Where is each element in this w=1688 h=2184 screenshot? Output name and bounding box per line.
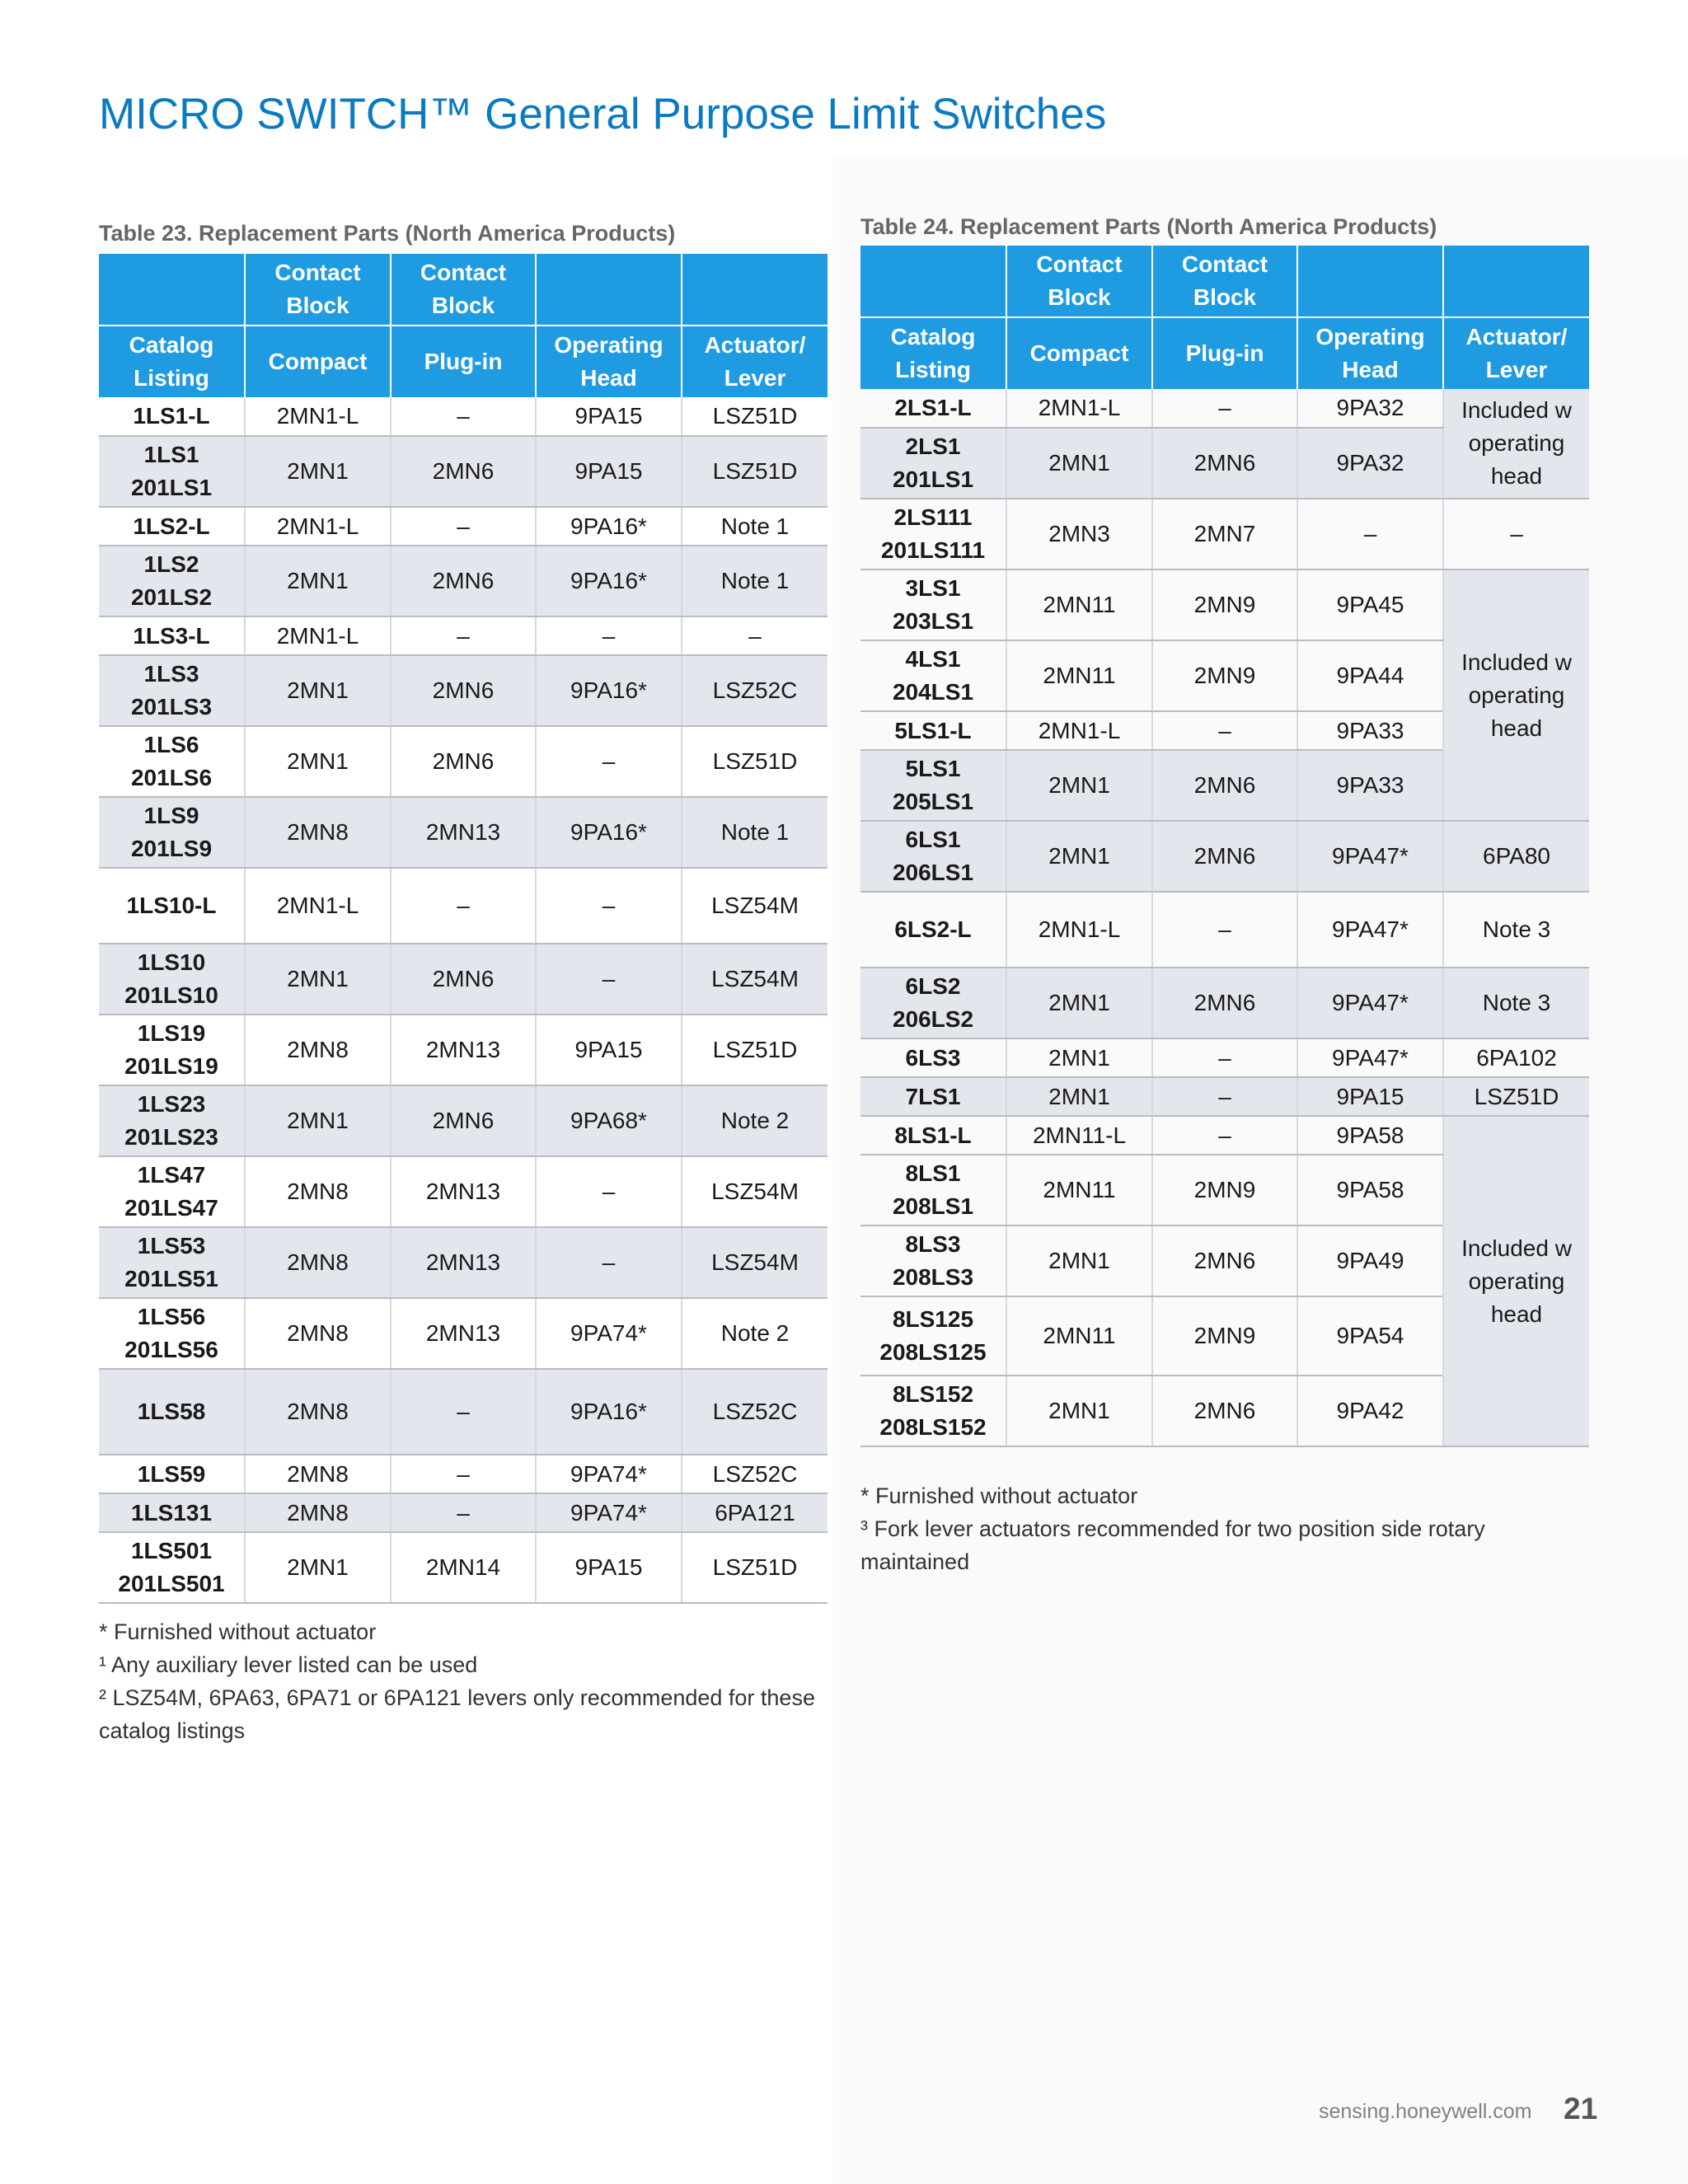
table24-actuator-lever-cell: – — [1443, 499, 1589, 569]
table24-operating-head-cell: 9PA49 — [1297, 1226, 1443, 1296]
table23-plug-in-cell: – — [391, 1455, 536, 1493]
table-row — [860, 892, 1589, 968]
table24-plug-in-cell: 2MN6 — [1152, 821, 1297, 892]
table23-compact-cell: 2MN8 — [245, 1227, 391, 1298]
table23-plug-in-cell: 2MN6 — [391, 1085, 536, 1156]
table23-compact-cell: 2MN8 — [245, 1015, 391, 1085]
table24-plug-in-cell: – — [1152, 892, 1297, 968]
table-row — [99, 797, 828, 868]
table23-compact-cell: 2MN8 — [245, 1298, 391, 1369]
table24-operating-head-cell: 9PA54 — [1297, 1296, 1443, 1376]
table23-header-contact-block-compact: Contact Block — [245, 254, 391, 326]
table24-actuator-lever-cell: LSZ51D — [1443, 1077, 1589, 1116]
table23-operating-head-cell: – — [536, 616, 682, 655]
table-row — [860, 499, 1589, 569]
table23-actuator-lever-cell: LSZ54M — [682, 1227, 828, 1298]
table23-plug-in-cell: 2MN13 — [391, 1015, 536, 1085]
table23-operating-head-cell: – — [536, 1227, 682, 1298]
table23-catalog-listing-cell: 1LS1 201LS1 — [99, 436, 245, 507]
table23-catalog-listing-cell: 1LS10-L — [99, 868, 245, 944]
table24-catalog-listing-cell: 2LS1-L — [860, 389, 1006, 428]
table24-actuator-lever-cell: 6PA80 — [1443, 821, 1589, 892]
table24-caption: Table 24. Replacement Parts (North America Products) — [860, 214, 1437, 239]
table23-actuator-lever-cell: LSZ51D — [682, 726, 828, 797]
table23-plug-in-cell: 2MN13 — [391, 1156, 536, 1227]
table-row — [99, 436, 828, 507]
table24-catalog-listing-cell: 6LS2 206LS2 — [860, 968, 1006, 1038]
table24-operating-head-cell: 9PA15 — [1297, 1077, 1443, 1116]
table23-header-contact-block-plugin: Contact Block — [391, 254, 536, 326]
table-row — [99, 1085, 828, 1156]
table24-actuator-lever-merged-cell: Included w operating head — [1443, 389, 1589, 499]
table24-operating-head-cell: 9PA47* — [1297, 821, 1443, 892]
table24-header-blank — [1443, 246, 1589, 317]
table23-header-catalog-listing: Catalog Listing — [99, 326, 245, 397]
table23-compact-cell: 2MN8 — [245, 1455, 391, 1493]
table23-caption: Table 23. Replacement Parts (North America Products) — [99, 221, 676, 246]
table23-plug-in-cell: 2MN6 — [391, 726, 536, 797]
table23-catalog-listing-cell: 1LS23 201LS23 — [99, 1085, 245, 1156]
table24-operating-head-cell: 9PA33 — [1297, 711, 1443, 750]
table23-plug-in-cell: 2MN13 — [391, 797, 536, 868]
table24-plug-in-cell: 2MN9 — [1152, 640, 1297, 711]
table23-header-plug-in: Plug-in — [391, 326, 536, 397]
table23-compact-cell: 2MN1-L — [245, 616, 391, 655]
table24-plug-in-cell: 2MN6 — [1152, 1376, 1297, 1446]
table-row — [860, 1038, 1589, 1077]
table23-actuator-lever-cell: Note 2 — [682, 1085, 828, 1156]
table24-header-actuator-lever: Actuator/ Lever — [1443, 317, 1589, 389]
table-row — [99, 1493, 828, 1532]
table24-compact-cell: 2MN1 — [1006, 1226, 1152, 1296]
table23-actuator-lever-cell: Note 1 — [682, 546, 828, 616]
table23-actuator-lever-cell: LSZ52C — [682, 1369, 828, 1455]
table24-catalog-listing-cell: 6LS3 — [860, 1038, 1006, 1077]
table24-actuator-lever-cell: Note 3 — [1443, 968, 1589, 1038]
table23-actuator-lever-cell: Note 1 — [682, 797, 828, 868]
table24-header-operating-head: Operating Head — [1297, 317, 1443, 389]
table24-plug-in-cell: – — [1152, 1038, 1297, 1077]
table-row — [99, 546, 828, 616]
table24-catalog-listing-cell: 4LS1 204LS1 — [860, 640, 1006, 711]
table24-header-compact: Compact — [1006, 317, 1152, 389]
table23-operating-head-cell: 9PA74* — [536, 1298, 682, 1369]
table23-operating-head-cell: 9PA16* — [536, 655, 682, 726]
table24-catalog-listing-cell: 5LS1 205LS1 — [860, 750, 1006, 821]
table24-operating-head-cell: 9PA58 — [1297, 1116, 1443, 1155]
table23-plug-in-cell: 2MN14 — [391, 1532, 536, 1603]
table23-compact-cell: 2MN1-L — [245, 397, 391, 436]
table-row — [99, 507, 828, 546]
table24-plug-in-cell: – — [1152, 1116, 1297, 1155]
table24-compact-cell: 2MN1-L — [1006, 389, 1152, 428]
table23-operating-head-cell: 9PA74* — [536, 1455, 682, 1493]
table23-plug-in-cell: – — [391, 616, 536, 655]
table23-header-actuator-lever: Actuator/ Lever — [682, 326, 828, 397]
table23-compact-cell: 2MN1-L — [245, 868, 391, 944]
table23-operating-head-cell: 9PA68* — [536, 1085, 682, 1156]
table23-plug-in-cell: 2MN13 — [391, 1227, 536, 1298]
table23-plug-in-cell: 2MN6 — [391, 944, 536, 1015]
table-row — [99, 868, 828, 944]
table24-compact-cell: 2MN1 — [1006, 1038, 1152, 1077]
table-row — [99, 616, 828, 655]
table24-operating-head-cell: 9PA32 — [1297, 428, 1443, 499]
table23-notes — [99, 1615, 824, 1747]
table24-header-catalog-listing: Catalog Listing — [860, 317, 1006, 389]
table24-plug-in-cell: – — [1152, 711, 1297, 750]
table23-catalog-listing-cell: 1LS53 201LS51 — [99, 1227, 245, 1298]
table-row — [99, 944, 828, 1015]
table-row — [99, 1532, 828, 1603]
table24-compact-cell: 2MN1 — [1006, 821, 1152, 892]
table23-catalog-listing-cell: 1LS131 — [99, 1493, 245, 1532]
table24-compact-cell: 2MN11-L — [1006, 1116, 1152, 1155]
table24-plug-in-cell: 2MN6 — [1152, 750, 1297, 821]
table23-note: * Furnished without actuator — [99, 1619, 377, 1644]
table23-operating-head-cell: 9PA15 — [536, 436, 682, 507]
table23-note: ² LSZ54M, 6PA63, 6PA71 or 6PA121 levers only recommended for these catalog listings — [99, 1685, 815, 1743]
table24-plug-in-cell: 2MN9 — [1152, 569, 1297, 640]
table-row — [860, 569, 1589, 640]
table23-plug-in-cell: – — [391, 507, 536, 546]
table24-plug-in-cell: 2MN9 — [1152, 1155, 1297, 1226]
table23-plug-in-cell: – — [391, 1493, 536, 1532]
table24-catalog-listing-cell: 8LS1-L — [860, 1116, 1006, 1155]
table23-catalog-listing-cell: 1LS19 201LS19 — [99, 1015, 245, 1085]
table24 — [860, 246, 1589, 1447]
table23-catalog-listing-cell: 1LS3-L — [99, 616, 245, 655]
table24-plug-in-cell: 2MN7 — [1152, 499, 1297, 569]
table24-compact-cell: 2MN1-L — [1006, 892, 1152, 968]
table23-compact-cell: 2MN1 — [245, 655, 391, 726]
table23-catalog-listing-cell: 1LS59 — [99, 1455, 245, 1493]
table23-plug-in-cell: 2MN13 — [391, 1298, 536, 1369]
table23-catalog-listing-cell: 1LS47 201LS47 — [99, 1156, 245, 1227]
page-title: MICRO SWITCH™ General Purpose Limit Switches — [99, 90, 1107, 138]
table24-operating-head-cell: – — [1297, 499, 1443, 569]
table-row — [860, 1077, 1589, 1116]
table23-plug-in-cell: – — [391, 397, 536, 436]
table23-operating-head-cell: 9PA16* — [536, 507, 682, 546]
table24-plug-in-cell: 2MN6 — [1152, 1226, 1297, 1296]
table23-actuator-lever-cell: Note 2 — [682, 1298, 828, 1369]
table24-compact-cell: 2MN11 — [1006, 569, 1152, 640]
table24-plug-in-cell: – — [1152, 389, 1297, 428]
table24-catalog-listing-cell: 2LS1 201LS1 — [860, 428, 1006, 499]
table24-operating-head-cell: 9PA58 — [1297, 1155, 1443, 1226]
table-row — [860, 968, 1589, 1038]
table23-catalog-listing-cell: 1LS9 201LS9 — [99, 797, 245, 868]
table-row — [99, 726, 828, 797]
table23-actuator-lever-cell: LSZ54M — [682, 1156, 828, 1227]
table23 — [99, 254, 828, 1604]
table23-catalog-listing-cell: 1LS501 201LS501 — [99, 1532, 245, 1603]
table24-catalog-listing-cell: 5LS1-L — [860, 711, 1006, 750]
table23-compact-cell: 2MN1 — [245, 726, 391, 797]
table23-compact-cell: 2MN1 — [245, 1532, 391, 1603]
table24-compact-cell: 2MN1 — [1006, 428, 1152, 499]
table24-operating-head-cell: 9PA42 — [1297, 1376, 1443, 1446]
table-row — [860, 1116, 1589, 1155]
table24-catalog-listing-cell: 6LS2-L — [860, 892, 1006, 968]
table24-plug-in-cell: 2MN9 — [1152, 1296, 1297, 1376]
table-row — [99, 1227, 828, 1298]
table23-compact-cell: 2MN1 — [245, 436, 391, 507]
table23-operating-head-cell: 9PA15 — [536, 397, 682, 436]
table-row — [99, 1156, 828, 1227]
table23-catalog-listing-cell: 1LS2 201LS2 — [99, 546, 245, 616]
table23-operating-head-cell: 9PA15 — [536, 1532, 682, 1603]
table23-operating-head-cell: – — [536, 1156, 682, 1227]
table24-actuator-lever-cell: Note 3 — [1443, 892, 1589, 968]
table24-compact-cell: 2MN1-L — [1006, 711, 1152, 750]
table-row — [99, 397, 828, 436]
table23-catalog-listing-cell: 1LS6 201LS6 — [99, 726, 245, 797]
table23-compact-cell: 2MN8 — [245, 1493, 391, 1532]
table23-catalog-listing-cell: 1LS3 201LS3 — [99, 655, 245, 726]
table24-catalog-listing-cell: 8LS125 208LS125 — [860, 1296, 1006, 1376]
table23-operating-head-cell: 9PA16* — [536, 797, 682, 868]
table23-actuator-lever-cell: Note 1 — [682, 507, 828, 546]
table23-catalog-listing-cell: 1LS56 201LS56 — [99, 1298, 245, 1369]
table-row — [99, 1369, 828, 1455]
table24-plug-in-cell: 2MN6 — [1152, 968, 1297, 1038]
table24-catalog-listing-cell: 6LS1 206LS1 — [860, 821, 1006, 892]
table24-operating-head-cell: 9PA33 — [1297, 750, 1443, 821]
table23-compact-cell: 2MN8 — [245, 1369, 391, 1455]
table23-operating-head-cell: 9PA16* — [536, 546, 682, 616]
table23-plug-in-cell: 2MN6 — [391, 655, 536, 726]
table23-actuator-lever-cell: LSZ51D — [682, 436, 828, 507]
table23-header-operating-head: Operating Head — [536, 326, 682, 397]
table24-actuator-lever-cell: 6PA102 — [1443, 1038, 1589, 1077]
table23-actuator-lever-cell: – — [682, 616, 828, 655]
table24-operating-head-cell: 9PA47* — [1297, 968, 1443, 1038]
page-number: 21 — [1564, 2092, 1598, 2125]
table23-plug-in-cell: 2MN6 — [391, 436, 536, 507]
table24-compact-cell: 2MN1 — [1006, 1077, 1152, 1116]
table24-operating-head-cell: 9PA45 — [1297, 569, 1443, 640]
table24-actuator-lever-merged-cell: Included w operating head — [1443, 1116, 1589, 1446]
table-row — [860, 821, 1589, 892]
table24-compact-cell: 2MN1 — [1006, 750, 1152, 821]
table24-notes — [860, 1479, 1586, 1578]
table24-actuator-lever-merged-cell: Included w operating head — [1443, 569, 1589, 821]
table23-catalog-listing-cell: 1LS58 — [99, 1369, 245, 1455]
table23-catalog-listing-cell: 1LS10 201LS10 — [99, 944, 245, 1015]
table23-note: ¹ Any auxiliary lever listed can be used — [99, 1652, 478, 1677]
table24-note: * Furnished without actuator — [860, 1483, 1138, 1508]
table24-operating-head-cell: 9PA47* — [1297, 1038, 1443, 1077]
table24-header-contact-block-plugin: Contact Block — [1152, 246, 1297, 317]
table24-compact-cell: 2MN11 — [1006, 1155, 1152, 1226]
table24-note: ³ Fork lever actuators recommended for two position side rotary maintained — [860, 1516, 1485, 1574]
table24-operating-head-cell: 9PA47* — [1297, 892, 1443, 968]
table24-compact-cell: 2MN11 — [1006, 1296, 1152, 1376]
table23-plug-in-cell: – — [391, 868, 536, 944]
table23-actuator-lever-cell: LSZ54M — [682, 944, 828, 1015]
footer-url: sensing.honeywell.com — [1319, 2100, 1532, 2123]
table24-compact-cell: 2MN11 — [1006, 640, 1152, 711]
table23-operating-head-cell: – — [536, 726, 682, 797]
table24-plug-in-cell: 2MN6 — [1152, 428, 1297, 499]
table23-actuator-lever-cell: LSZ52C — [682, 655, 828, 726]
table23-operating-head-cell: 9PA15 — [536, 1015, 682, 1085]
table24-plug-in-cell: – — [1152, 1077, 1297, 1116]
table23-actuator-lever-cell: LSZ51D — [682, 1532, 828, 1603]
table23-actuator-lever-cell: LSZ51D — [682, 397, 828, 436]
table23-actuator-lever-cell: 6PA121 — [682, 1493, 828, 1532]
table23-operating-head-cell: – — [536, 944, 682, 1015]
table23-actuator-lever-cell: LSZ54M — [682, 868, 828, 944]
table-row — [99, 1015, 828, 1085]
table23-operating-head-cell: 9PA16* — [536, 1369, 682, 1455]
table23-header-blank — [536, 254, 682, 326]
table23-header-blank — [682, 254, 828, 326]
table24-catalog-listing-cell: 8LS152 208LS152 — [860, 1376, 1006, 1446]
table24-catalog-listing-cell: 3LS1 203LS1 — [860, 569, 1006, 640]
table24-compact-cell: 2MN1 — [1006, 1376, 1152, 1446]
table24-header-plug-in: Plug-in — [1152, 317, 1297, 389]
table-row — [99, 1298, 828, 1369]
table24-catalog-listing-cell: 8LS3 208LS3 — [860, 1226, 1006, 1296]
table24-header-blank — [1297, 246, 1443, 317]
table24-compact-cell: 2MN3 — [1006, 499, 1152, 569]
table24-compact-cell: 2MN1 — [1006, 968, 1152, 1038]
table23-operating-head-cell: – — [536, 868, 682, 944]
table23-compact-cell: 2MN8 — [245, 797, 391, 868]
table23-catalog-listing-cell: 1LS1-L — [99, 397, 245, 436]
table23-compact-cell: 2MN1 — [245, 1085, 391, 1156]
table24-operating-head-cell: 9PA32 — [1297, 389, 1443, 428]
table23-compact-cell: 2MN8 — [245, 1156, 391, 1227]
table23-plug-in-cell: 2MN6 — [391, 546, 536, 616]
table-row — [99, 1455, 828, 1493]
table24-operating-head-cell: 9PA44 — [1297, 640, 1443, 711]
table23-header-blank — [99, 254, 245, 326]
table-row — [860, 389, 1589, 428]
table23-plug-in-cell: – — [391, 1369, 536, 1455]
table23-actuator-lever-cell: LSZ51D — [682, 1015, 828, 1085]
table23-compact-cell: 2MN1-L — [245, 507, 391, 546]
table23-header-compact: Compact — [245, 326, 391, 397]
table24-catalog-listing-cell: 8LS1 208LS1 — [860, 1155, 1006, 1226]
table24-catalog-listing-cell: 2LS111 201LS111 — [860, 499, 1006, 569]
table-row — [99, 655, 828, 726]
table24-header-contact-block-compact: Contact Block — [1006, 246, 1152, 317]
table23-compact-cell: 2MN1 — [245, 546, 391, 616]
table23-actuator-lever-cell: LSZ52C — [682, 1455, 828, 1493]
table24-header-blank — [860, 246, 1006, 317]
table23-catalog-listing-cell: 1LS2-L — [99, 507, 245, 546]
table23-compact-cell: 2MN1 — [245, 944, 391, 1015]
table23-operating-head-cell: 9PA74* — [536, 1493, 682, 1532]
table24-catalog-listing-cell: 7LS1 — [860, 1077, 1006, 1116]
